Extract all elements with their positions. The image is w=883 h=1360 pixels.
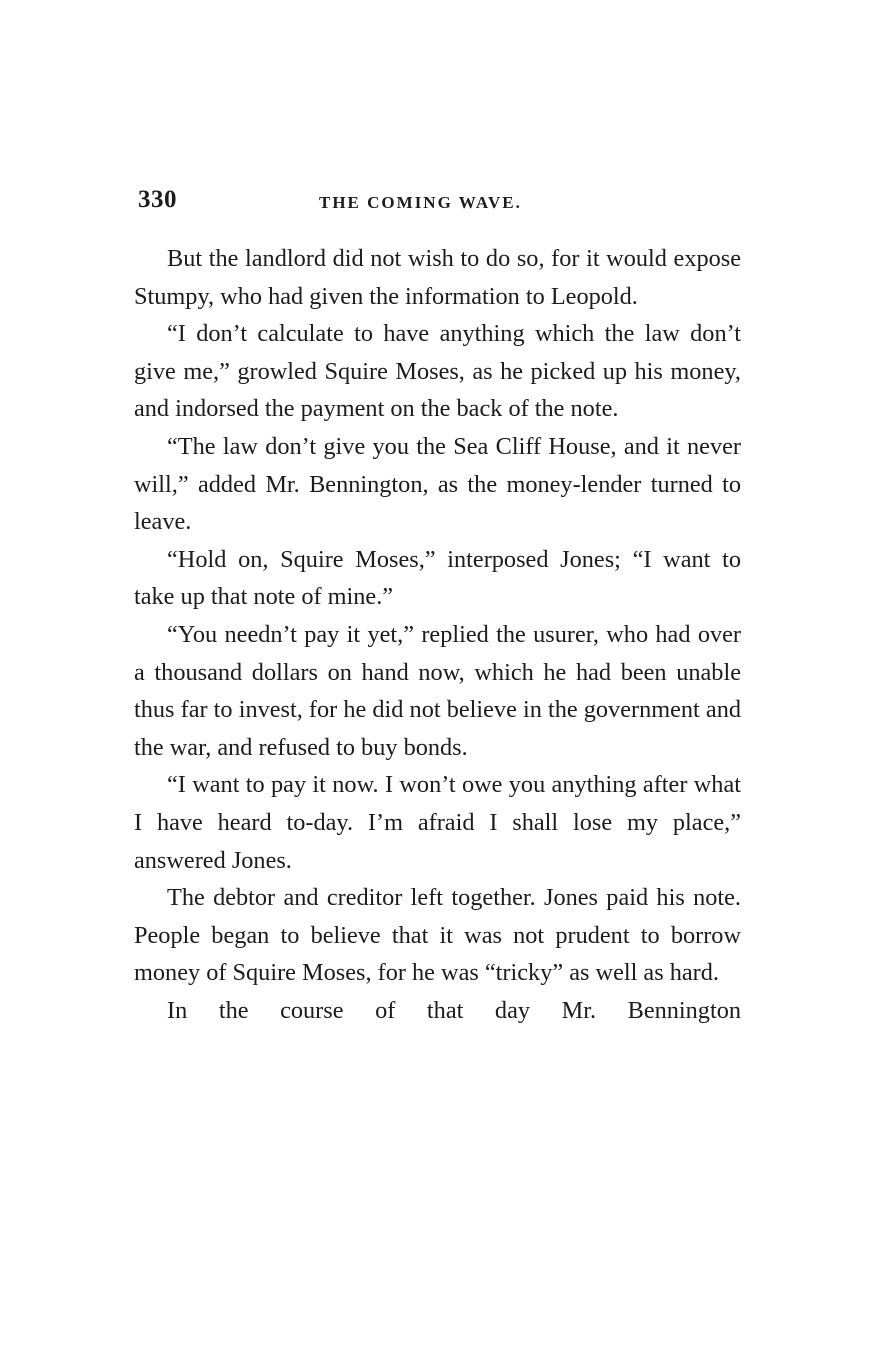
running-title: THE COMING WAVE.	[319, 193, 522, 212]
paragraph-1: But the landlord did not wish to do so, for it would expose Stumpy, who had given the information to Leopold.	[134, 245, 741, 310]
page-number: 330	[138, 186, 177, 213]
paragraph-5: “You needn’t pay it yet,” replied the usurer, who had over a thousand dollars on hand now, which he had been unable thus far to invest, for he did not believe in the government and the war, and refused to buy bonds.	[134, 620, 741, 761]
paragraph-2: “I don’t calculate to have anything which the law don’t give me,” growled Squire Moses, as he picked up his money, and indorsed the payment on the back of the note.	[134, 320, 741, 423]
paragraph-7: The debtor and creditor left together. Jones paid his note. People began to believe that it was not prudent to borrow money of Squire Moses, for he was “tricky” as well as hard.	[134, 884, 741, 987]
paragraph-8: In the course of that day Mr. Bennington	[167, 996, 741, 1024]
running-head	[138, 186, 738, 220]
body-text	[134, 240, 741, 1029]
paragraph-3: “The law don’t give you the Sea Cliff House, and it never will,” added Mr. Bennington, as the money-lender turned to leave.	[134, 432, 741, 536]
paragraph-4: “Hold on, Squire Moses,” interposed Jones; “I want to take up that note of mine.”	[134, 545, 741, 611]
paragraph-6: “I want to pay it now. I won’t owe you anything after what I have heard to-day. I’m afraid I shall lose my place,” answered Jones.	[134, 771, 741, 874]
